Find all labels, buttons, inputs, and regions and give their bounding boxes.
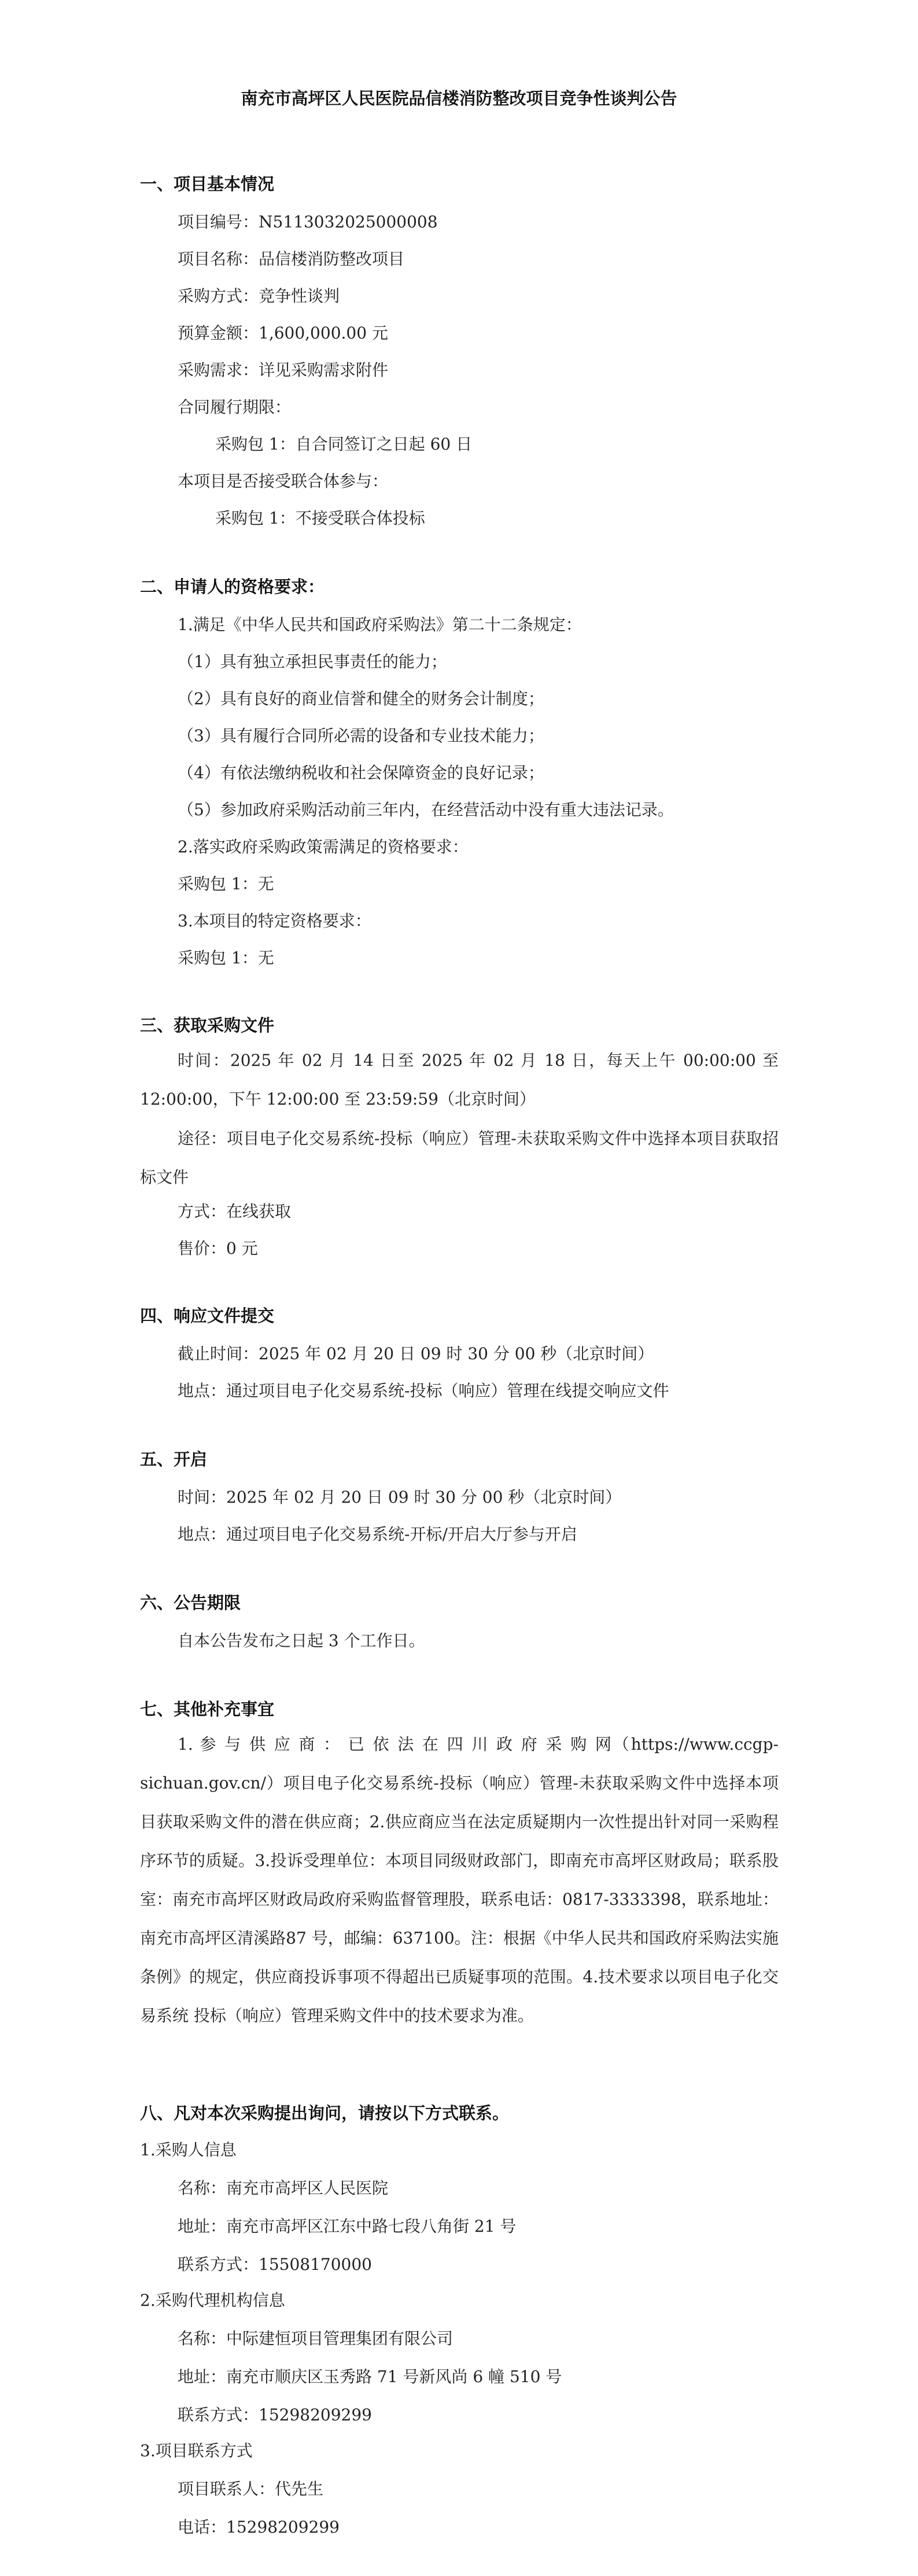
agency-info-title: 2.采购代理机构信息 <box>140 2291 285 2310</box>
agency-name: 名称：中际建恒项目管理集团有限公司 <box>178 2329 454 2348</box>
purchaser-name: 名称：南充市高坪区人民医院 <box>178 2178 389 2198</box>
qualification-item-1: 1.满足《中华人民共和国政府采购法》第二十二条规定： <box>178 615 582 634</box>
section-2-heading: 二、申请人的资格要求： <box>140 577 325 597</box>
supplementary-matters-text: 1. 参 与 供 应 商 ： 已 依 法 在 四 川 政 府 采 购 网（https://www.ccgp-sichuan.gov.cn/）项目电子化交易系统-投标（响应）管理-未获取采购文件中选择本项目获取采购文件的潜在供应商；2.供应商应当在法定质疑期内一次性提出针对同一采购程序环节的质疑。3.投诉受理单位：本项目同级财政部门，即南充市高坪区财政局；联系股室：南充市高坪区财政局政府采购监督管理股，联系电话：0817-3333398，联系地址：南充市高坪区清溪路87 号，邮编：637100。注：根据《中华人民共和国政府采购法实施条例》的规定，供应商投诉事项不得超出已质疑事项的范围。4.技术要求以项目电子化交易系统 投标（响应）管理采购文件中的技术要求为准。 <box>140 1735 779 2025</box>
contract-period-package: 采购包 1：自合同签订之日起 60 日 <box>215 435 473 454</box>
qualification-clause-4: （4）有依法缴纳税收和社会保障资金的良好记录； <box>178 763 544 782</box>
section-6-heading: 六、公告期限 <box>140 1593 241 1613</box>
procurement-demand: 采购需求：详见采购需求附件 <box>178 360 389 380</box>
section-7-heading: 七、其他补充事宜 <box>140 1699 275 1719</box>
agency-address: 地址：南充市顺庆区玉秀路 71 号新风尚 6 幢 510 号 <box>178 2367 562 2386</box>
project-number: 项目编号：N5113032025000008 <box>178 212 438 231</box>
qualification-item-2-package: 采购包 1：无 <box>178 874 274 893</box>
project-contact-title: 3.项目联系方式 <box>140 2441 253 2460</box>
section-1-heading: 一、项目基本情况 <box>140 174 275 194</box>
announcement-period-text: 自本公告发布之日起 3 个工作日。 <box>178 1631 425 1650</box>
purchaser-address: 地址：南充市高坪区江东中路七段八角街 21 号 <box>178 2217 517 2236</box>
document-acquisition-mode: 方式：在线获取 <box>178 1202 292 1221</box>
qualification-clause-5: （5）参加政府采购活动前三年内，在经营活动中没有重大违法记录。 <box>178 800 674 819</box>
opening-time: 时间：2025 年 02 月 20 日 09 时 30 分 00 秒（北京时间） <box>178 1488 622 1507</box>
submission-place: 地点：通过项目电子化交易系统-投标（响应）管理在线提交响应文件 <box>178 1381 669 1400</box>
document-title: 南充市高坪区人民医院品信楼消防整改项目竞争性谈判公告 <box>241 89 677 108</box>
consortium-package: 采购包 1：不接受联合体投标 <box>215 509 425 528</box>
section-4-heading: 四、响应文件提交 <box>140 1306 275 1326</box>
qualification-clause-3: （3）具有履行合同所必需的设备和专业技术能力； <box>178 726 544 745</box>
qualification-item-3-package: 采购包 1：无 <box>178 948 274 967</box>
opening-place: 地点：通过项目电子化交易系统-开标/开启大厅参与开启 <box>178 1525 577 1544</box>
project-contact-person: 项目联系人：代先生 <box>178 2479 324 2498</box>
qualification-clause-2: （2）具有良好的商业信誉和健全的财务会计制度； <box>178 689 544 708</box>
agency-contact: 联系方式：15298209299 <box>178 2405 372 2424</box>
section-3-heading: 三、获取采购文件 <box>140 1015 275 1035</box>
document-acquisition-way: 途径：项目电子化交易系统-投标（响应）管理-未获取采购文件中选择本项目获取招标文件 <box>140 1129 779 1187</box>
procurement-method: 采购方式：竞争性谈判 <box>178 286 340 306</box>
project-contact-phone: 电话：15298209299 <box>178 2518 340 2537</box>
submission-deadline: 截止时间：2025 年 02 月 20 日 09 时 30 分 00 秒（北京时间） <box>178 1344 654 1363</box>
contract-period-label: 合同履行期限： <box>178 398 292 417</box>
document-acquisition-time: 时间：2025 年 02 月 14 日至 2025 年 02 月 18 日，每天上午 00:00:00 至 12:00:00，下午 12:00:00 至 23:59:59（北京时间） <box>140 1051 779 1109</box>
section-5-heading: 五、开启 <box>140 1449 208 1469</box>
document-price: 售价：0 元 <box>178 1239 258 1258</box>
purchaser-info-title: 1.采购人信息 <box>140 2140 237 2159</box>
purchaser-contact: 联系方式：15508170000 <box>178 2255 372 2274</box>
section-8-heading: 八、凡对本次采购提出询问，请按以下方式联系。 <box>140 2103 510 2123</box>
qualification-clause-1: （1）具有独立承担民事责任的能力； <box>178 652 447 671</box>
project-name: 项目名称：品信楼消防整改项目 <box>178 249 405 268</box>
budget-amount: 预算金额：1,600,000.00 元 <box>178 323 388 343</box>
consortium-label: 本项目是否接受联合体参与： <box>178 472 389 491</box>
qualification-item-3: 3.本项目的特定资格要求： <box>178 911 371 930</box>
qualification-item-2: 2.落实政府采购政策需满足的资格要求： <box>178 837 469 856</box>
